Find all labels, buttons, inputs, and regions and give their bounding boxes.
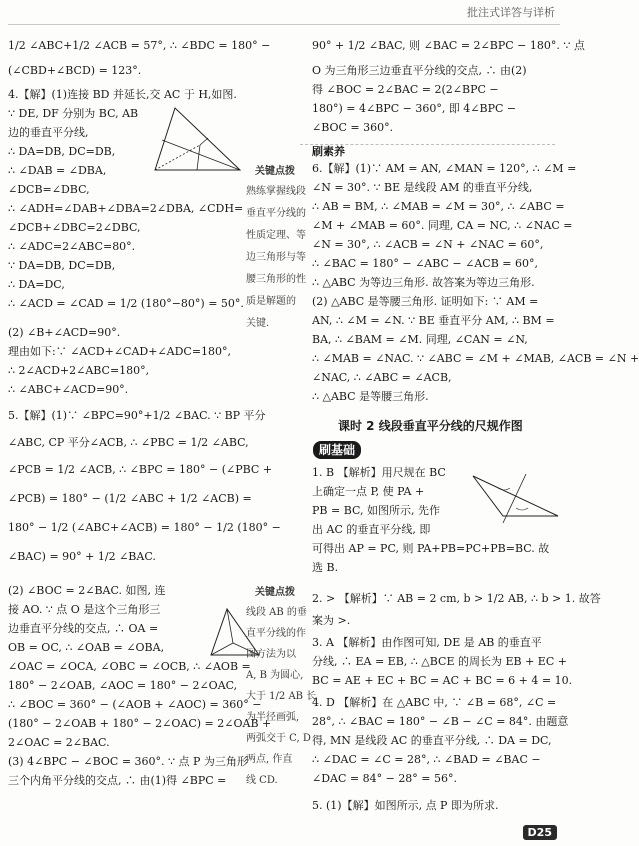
note-line: 边三角形与等 [246, 252, 306, 263]
text-line: ∴ △ABC 为等边三角形. 故答案为等边三角形. [312, 276, 535, 289]
page-number: D25 [523, 825, 557, 840]
text-line: 180°) = 4∠BPC − 360°, 即 4∠BPC − [312, 102, 517, 115]
note-line: 质是解题的 [246, 296, 296, 307]
text-line: 90° + 1/2 ∠BAC, 则 ∠BAC = 2∠BPC − 180°. ∵ 点 [312, 39, 585, 52]
text-line: ∠OAC = ∠OCA, ∠OBC = ∠OCB, ∴ ∠AOB = [8, 660, 251, 673]
text-line: ∠PCB) = 180° − (1/2 ∠ABC + 1/2 ∠ACB) = [8, 492, 252, 505]
text-line: (3) 4∠BPC − ∠BOC = 360°. ∵ 点 P 为三角形 [8, 755, 248, 768]
text-line: ∠DCB+∠DBC=2∠DBC, [8, 221, 141, 234]
text-line: (2) ∠B+∠ACD=90°. [8, 326, 121, 339]
text-line: 选 B. [312, 561, 339, 574]
text-line: ∵ DA=DB, DC=DB, [8, 259, 116, 272]
text-line: 分线, ∴ EA = EB, ∴ △BCE 的周长为 EB + EC + [312, 655, 567, 668]
text-line: ∴ ∠BAC = 180° − ∠ABC − ∠ACB = 60°, [312, 257, 539, 270]
text-line: 2. > 【解析】∵ AB = 2 cm, b > 1/2 AB, ∴ b > 1. 故答 [312, 592, 601, 605]
text-line: ∴ ∠ADH=∠DAB+∠DBA=2∠DBA, ∠CDH= [8, 202, 244, 215]
text-line: 接 AO. ∵ 点 O 是这个三角形三 [8, 603, 161, 616]
text-line: ∠M + ∠MAB = 60°. 同理, CA = NC, ∴ ∠NAC = [312, 219, 573, 232]
text-line: 5.【解】(1)∵ ∠BPC=90°+1/2 ∠BAC. ∵ BP 平分 [8, 409, 266, 422]
text-line: ∴ ∠ACD = ∠CAD = 1/2 (180°−80°) = 50°. [8, 297, 244, 310]
header-rule [8, 24, 560, 25]
note-line: 线 CD. [246, 775, 278, 786]
note-line: 垂直平分线的 [246, 208, 306, 219]
note1-body [246, 181, 306, 335]
text-line: ∠PCB = 1/2 ∠ACB, ∴ ∠BPC = 180° − (∠PBC + [8, 463, 273, 476]
text-line: 180° − 1/2 (∠ABC+∠ACB) = 180° − 1/2 (180° − [8, 521, 281, 534]
text-line: ∴ ∠BOC = 360° − (∠AOB + ∠AOC) = 360° − [8, 698, 262, 711]
text-line: 4.【解】(1)连接 BD 并延长,交 AC 于 H,如图. [8, 88, 237, 101]
note2-title: 关键点拨 [255, 587, 295, 598]
text-line: ∴ △ABC 是等腰三角形. [312, 390, 429, 403]
note-line: 为半径画弧, [246, 712, 300, 723]
text-line: (180° − 2∠OAB + 180° − 2∠OAC) = 2∠OAB + [8, 717, 272, 730]
badge-shuajichu: 刷基础 [313, 441, 361, 459]
text-line: OB = OC, ∴ ∠OAB = ∠OBA, [8, 641, 165, 654]
text-line: (2) ∠BOC = 2∠BAC. 如图, 连 [8, 584, 166, 597]
text-line: ∠DAC = 84° − 28° = 56°. [312, 772, 458, 785]
text-line: 出 AC 的垂直平分线, 即 [312, 523, 431, 536]
text-line: ∠ABC, CP 平分∠ACB, ∴ ∠PBC = 1/2 ∠ABC, [8, 436, 249, 449]
text-line: BC = AE + EC + BC = AC + BC = 6 + 4 = 10. [312, 674, 573, 687]
text-line: ∠NAC, ∴ ∠ABC = ∠ACB, [312, 371, 452, 384]
text-line: 3. A 【解析】由作图可知, DE 是 AB 的垂直平 [312, 636, 542, 649]
note-line: 性质定理、等 [246, 230, 306, 241]
text-line: 180° − 2∠OAB, ∠AOC = 180° − 2∠OAC, [8, 679, 238, 692]
text-line: (2) △ABC 是等腰三角形. 证明如下: ∵ AM = [312, 295, 539, 308]
text-line: ∠N = 30°, ∴ ∠ACB = ∠N + ∠NAC = 60°, [312, 238, 544, 251]
text-line: ∴ DA=DB, DC=DB, [8, 145, 116, 158]
text-line: ∠N = 30°. ∵ BE 是线段 AM 的垂直平分线, [312, 181, 533, 194]
text-line: 理由如下:∵ ∠ACD+∠CAD+∠ADC=180°, [8, 345, 232, 358]
note-line: 腰三角形的性 [246, 274, 306, 285]
text-line: BA, ∴ ∠BAM = ∠M. 同理, ∠CAN = ∠N, [312, 333, 528, 346]
text-line: AN, ∴ ∠M = ∠N. ∵ BE 垂直平分 AM, ∴ BM = [312, 314, 555, 327]
triangle-figure-4 [150, 100, 250, 178]
text-line: 1. B 【解析】用尺规在 BC [312, 466, 446, 479]
text-line: 上确定一点 P, 使 PA + [312, 485, 425, 498]
note-line: 线段 AB 的垂 [246, 607, 307, 618]
text-line: ∠BOC = 360°. [312, 121, 394, 134]
lesson-title: 课时 2 线段垂直平分线的尺规作图 [338, 419, 523, 433]
text-line: O 为三角形三边垂直平分线的交点, ∴ 由(2) [312, 64, 527, 77]
text-line: 边垂直平分线的交点, ∴ OA = [8, 622, 159, 635]
text-line: ∴ AB = BM, ∴ ∠MAB = ∠M = 30°, ∴ ∠ABC = [312, 200, 565, 213]
text-line: 案为 >. [312, 614, 351, 627]
text-line: ∴ ∠MAB = ∠NAC. ∵ ∠ABC = ∠M + ∠MAB, ∠ACB = ∠N + [312, 352, 639, 365]
text-line: 2∠OAC = 2∠BAC. [8, 736, 110, 749]
text-line: ∴ ∠ADC=2∠ABC=80°. [8, 240, 136, 253]
text-line: PB = BC, 如图所示, 先作 [312, 504, 440, 517]
note-line: 两弧交于 C, D [246, 733, 311, 744]
text-line: 1/2 ∠ABC+1/2 ∠ACB = 57°, ∴ ∠BDC = 180° − [8, 39, 271, 52]
note-line: 直平分线的作 [246, 628, 306, 639]
text-line: 得, MN 是线段 AC 的垂直平分线, ∴ DA = DC, [312, 734, 552, 747]
text-line: 三个内角平分线的交点, ∴ 由(1)得 ∠BPC = [8, 774, 227, 787]
note-line: 关键. [246, 318, 270, 329]
note1-title: 关键点拨 [255, 166, 295, 177]
note2-body [246, 602, 316, 791]
note-line: 图方法为以 [246, 649, 296, 660]
text-line: ∵ DE, DF 分别为 BC, AB [8, 107, 139, 120]
text-line: ∴ ∠DAB = ∠DBA, [8, 164, 107, 177]
text-line: ∴ DA=DC, [8, 278, 65, 291]
text-line: 6.【解】(1)∵ AM = AN, ∠MAN = 120°, ∴ ∠M = [312, 162, 577, 175]
text-line: ∠BAC) = 90° + 1/2 ∠BAC. [8, 550, 156, 563]
text-line: 得 ∠BOC = 2∠BAC = 2(2∠BPC − [312, 83, 499, 96]
text-line: ∠DCB=∠DBC, [8, 183, 90, 196]
page-header: 批注式详答与详析 [467, 6, 555, 19]
note-line: 大于 1/2 AB 长 [246, 691, 317, 702]
text-line: ∴ ∠DAC = ∠C = 28°, ∴ ∠BAD = ∠BAC − [312, 753, 541, 766]
text-line: 4. D 【解析】在 △ABC 中, ∵ ∠B = 68°, ∠C = [312, 696, 557, 709]
construction-figure-1 [468, 468, 563, 528]
note-line: 两点, 作直 [246, 754, 293, 765]
text-line: (∠CBD+∠BCD) = 123°. [8, 64, 142, 77]
text-line: 边的垂直平分线, [8, 126, 89, 139]
note-line: 熟练掌握线段 [246, 186, 306, 197]
text-line: 可得出 AP = PC, 则 PA+PB=PC+PB=BC. 故 [312, 542, 550, 555]
note-line: A, B 为圆心, [246, 670, 304, 681]
text-line: ∴ ∠ABC+∠ACD=90°. [8, 383, 129, 396]
section-title-suyang: 刷素养 [312, 145, 345, 158]
text-line: 28°, ∴ ∠BAC = 180° − ∠B − ∠C = 84°. 由题意 [312, 715, 569, 728]
text-line: 5. (1)【解】如图所示, 点 P 即为所求. [312, 799, 499, 812]
text-line: ∴ 2∠ACD+2∠ABC=180°, [8, 364, 150, 377]
